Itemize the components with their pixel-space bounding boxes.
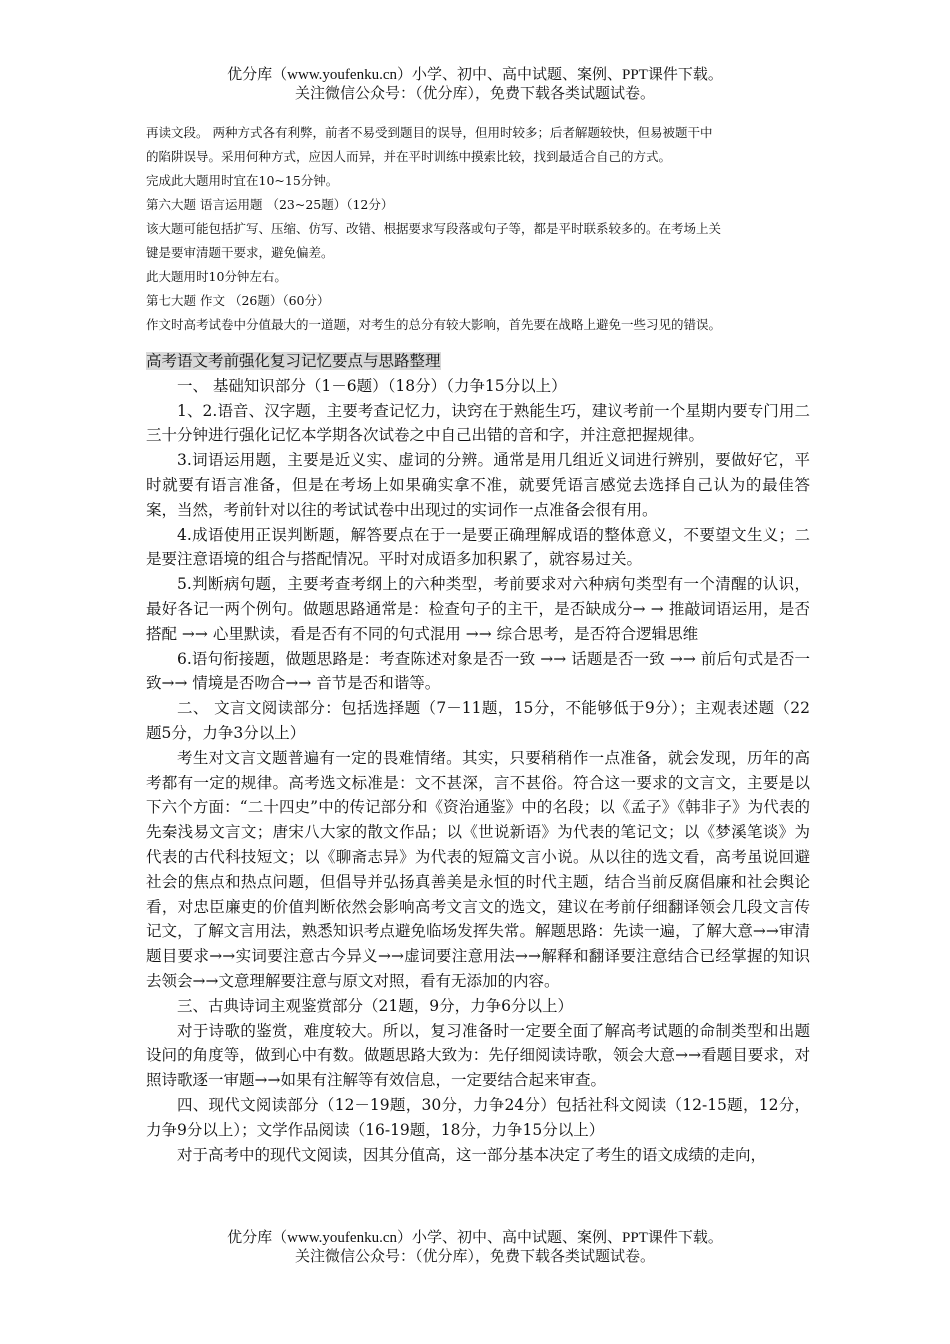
paragraph: 3.词语运用题，主要是近义实、虚词的分辨。通常是用几组近义词进行辨别，要做好它，平时就要有语言准备，但是在考场上如果确实拿不准，就要凭语言感觉去选择自己认为的最佳答案，当然，考前针对以往的考试试卷中出现过的实词作一点准备会很有用。	[146, 451, 810, 519]
top-line: 作文时高考试卷中分值最大的一道题，对考生的总分有较大影响，首先要在战略上避免一些习见的错误。	[146, 317, 722, 332]
top-line: 该大题可能包括扩写、压缩、仿写、改错、根据要求写段落或句子等，都是平时联系较多的。在考场上关	[146, 221, 722, 236]
page-header	[0, 66, 950, 104]
top-line: 此大题用时10分钟左右。	[146, 269, 287, 284]
paragraph: 5.判断病句题，主要考查考纲上的六种类型，考前要求对六种病句类型有一个清醒的认识，最好各记一两个例句。做题思路通常是：检查句子的主干，是否缺成分→ → 推敲词语运用，是否搭配 →→ 心里默读，看是否有不同的句式混用 →→ 综合思考，是否符合逻辑思维	[146, 575, 810, 643]
paragraph: 对于诗歌的鉴赏，难度较大。所以，复习准备时一定要全面了解高考试题的命制类型和出题设问的角度等，做到心中有数。做题思路大致为：先仔细阅读诗歌，领会大意→→看题目要求，对照诗歌逐一审题→→如果有注解等有效信息，一定要结合起来审查。	[146, 1021, 810, 1090]
top-section	[146, 121, 810, 337]
paragraph: 1、2.语音、汉字题，主要考查记忆力，诀窍在于熟能生巧，建议考前一个星期内要专门用二三十分钟进行强化记忆本学期各次试卷之中自己出错的音和字，并注意把握规律。	[146, 401, 810, 445]
article-title: 高考语文考前强化复习记忆要点与思路整理	[146, 352, 441, 370]
top-line: 完成此大题用时宜在10~15分钟。	[146, 173, 339, 188]
top-line: 再读文段。 两种方式各有利弊，前者不易受到题目的误导，但用时较多；后者解题较快，但易被题干中	[146, 125, 713, 140]
top-line: 键是要审清题干要求，避免偏差。	[146, 245, 334, 260]
paragraph: 四、现代文阅读部分（12－19题，30分，力争24分）包括社科文阅读（12-15题，12分，力争9分以上）；文学作品阅读（16-19题，18分，力争15分以上）	[146, 1095, 810, 1139]
footer-line-1: 优分库（www.youfenku.cn）小学、初中、高中试题、案例、PPT课件下载。	[227, 1230, 723, 1246]
paragraph: 一、 基础知识部分（1－6题）（18分）（力争15分以上）	[177, 376, 567, 395]
top-line: 的陷阱误导。采用何种方式，应因人而异，并在平时训练中摸索比较，找到最适合自己的方式。	[146, 149, 672, 164]
paragraph: 考生对文言文题普遍有一定的畏难情绪。其实，只要稍稍作一点准备，就会发现，历年的高考都有一定的规律。高考选文标准是：文不甚深，言不甚俗。符合这一要求的文言文，主要是以下六个方面：“二十四史”中的传记部分和《资治通鉴》中的名段；以《孟子》《韩非子》为代表的先秦浅易文言文；唐宋八大家的散文作品；以《世说新语》为代表的笔记文；以《梦溪笔谈》为代表的古代科技短文；以《聊斋志异》为代表的短篇文言小说。从以往的选文看，高考虽说回避社会的焦点和热点问题，但倡导并弘扬真善美是永恒的时代主题，结合当前反腐倡廉和社会舆论看，对忠臣廉吏的价值判断依然会影响高考文言文的选文，建议在考前仔细翻译领会几段文言传记文，了解文言用法，熟悉知识考点避免临场发挥失常。解题思路：先读一遍，了解大意→→审清题目要求→→实词要注意古今异义→→虚词要注意用法→→解释和翻译要注意结合已经掌握的知识去领会→→文意理解要注意与原文对照，看有无添加的内容。	[146, 748, 810, 990]
section-six-heading: 第六大题 语言运用题 （23~25题）（12分）	[146, 197, 394, 212]
paragraph: 6.语句衔接题，做题思路是：考查陈述对象是否一致 →→ 话题是否一致 →→ 前后句式是否一致→→ 情境是否吻合→→ 音节是否和谐等。	[146, 649, 810, 693]
paragraph: 二、 文言文阅读部分：包括选择题（7－11题，15分，不能够低于9分）；主观表述题（22题5分，力争3分以上）	[146, 699, 810, 742]
page-footer	[0, 1229, 950, 1267]
footer-line-2: 关注微信公众号：（优分库），免费下载各类试题试卷。	[294, 1249, 655, 1265]
main-body	[146, 349, 810, 1167]
header-line-1: 优分库（www.youfenku.cn）小学、初中、高中试题、案例、PPT课件下载。	[227, 67, 723, 83]
section-seven-heading: 第七大题 作文 （26题）（60分）	[146, 293, 330, 308]
paragraph: 对于高考中的现代文阅读，因其分值高，这一部分基本决定了考生的语文成绩的走向，	[177, 1145, 767, 1164]
header-line-2: 关注微信公众号：（优分库），免费下载各类试题试卷。	[294, 86, 655, 102]
paragraph: 4.成语使用正误判断题，解答要点在于一是要正确理解成语的整体意义，不要望文生义；二是要注意语境的组合与搭配情况。平时对成语多加积累了，就容易过关。	[146, 525, 810, 569]
paragraph: 三、古典诗词主观鉴赏部分（21题，9分，力争6分以上）	[177, 996, 573, 1015]
